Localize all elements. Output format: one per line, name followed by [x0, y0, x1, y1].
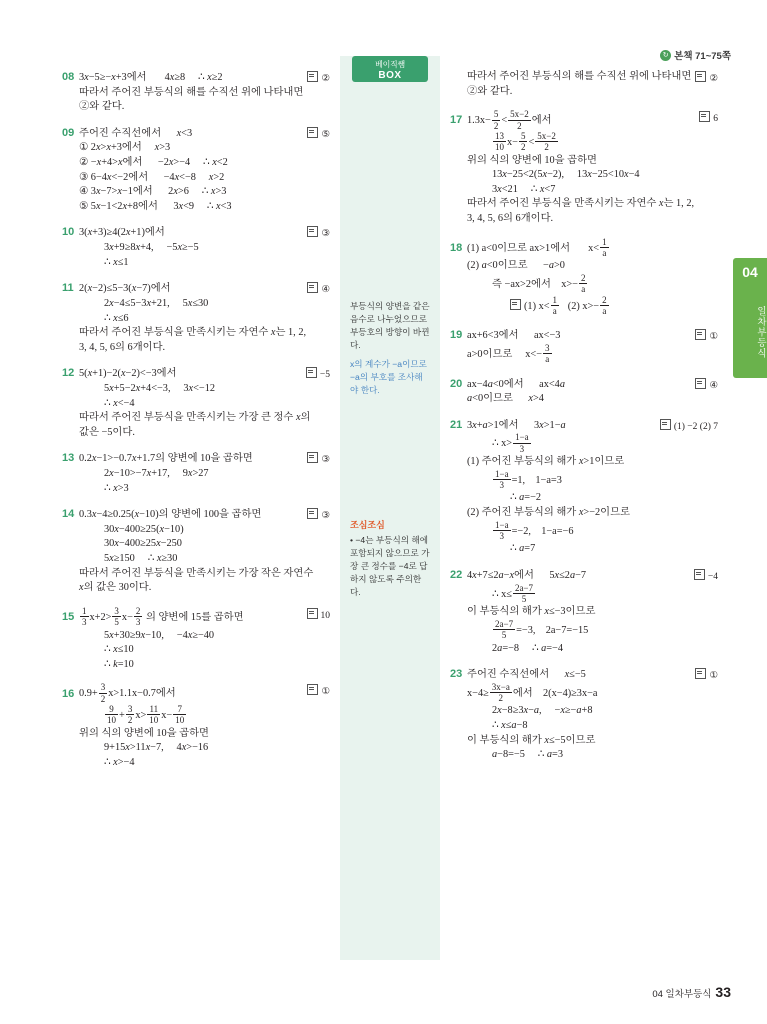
- refresh-icon: ↻: [660, 50, 671, 61]
- chapter-number: 04: [742, 264, 758, 280]
- problem-line: ∴ x≤1: [104, 256, 129, 268]
- basic-box-line2: BOX: [378, 70, 402, 81]
- caution-note: [350, 518, 430, 598]
- problem-number: 16: [62, 687, 75, 700]
- answer-label: ③: [307, 225, 330, 241]
- basic-box-line1: 베이직썜: [375, 60, 405, 69]
- problem-line: 5x+5−2x+4<−3, 3x<−12: [104, 382, 216, 394]
- problem-line: ③ 6−4x<−2에서 −4x<−8 x>2: [79, 171, 225, 183]
- problem-line: 따라서 주어진 부등식의 해를 수직선 위에 나타내면: [79, 86, 304, 98]
- answer-label: ⑤: [307, 126, 330, 142]
- problem-line: 즉 −ax>2에서 x>− $\frac{2}{a}$: [492, 272, 586, 295]
- problem-line: ∴ x≤6: [104, 312, 129, 324]
- problem-line: 20 ax−4a<0에서 ax<4a: [450, 377, 718, 393]
- right-column: [450, 70, 718, 774]
- problem-block: [450, 667, 718, 763]
- problem-line: $\frac{1-a}{3}$ =−2, 1−a=−6: [495, 519, 574, 541]
- problem-line: (1) x< $\frac{1}{a}$ (2) x>− $\frac{2}{a}$: [450, 296, 718, 318]
- problem-number: 08: [62, 71, 75, 83]
- answer-label: ③: [307, 507, 330, 523]
- problem-line: ∴ x≤a−8: [492, 720, 528, 732]
- problem-line: 2x−4≤5−3x+21, 5x≤30: [104, 297, 209, 309]
- problem-block: [62, 607, 330, 673]
- problem-line: ∴ x>−4: [104, 757, 135, 768]
- problem-line: 19 ax+6<3에서 ax<−3: [450, 328, 718, 344]
- problem-line: 값은 −5이다.: [79, 426, 135, 438]
- side-note-2: x의 계수가 −a이므로 −a의 부호를 조사해야 한다.: [350, 359, 427, 395]
- problem-line: 13x−25<2(5x−2), 13x−25<10x−4: [492, 169, 640, 181]
- problem-line: ∴ x> $\frac{1-a}{3}$: [492, 432, 529, 454]
- problem-line: $\frac{9}{10}$ + $\frac{3}{2}$ x> $\frac{11}{10}$ x− $\frac{7}{10}$: [107, 704, 185, 726]
- answer-label: ①: [695, 328, 718, 344]
- problem-number: 11: [62, 282, 74, 295]
- problem-line: 3x<21 ∴ x<7: [492, 183, 556, 195]
- problem-block: [450, 70, 718, 99]
- problem-line: ∴ x≤ $\frac{2a-7}{5}$: [492, 582, 534, 604]
- problem-line: 위의 식의 양변에 10을 곱하면: [79, 727, 210, 739]
- problem-number: 21: [450, 418, 463, 431]
- problem-line: 이 부등식의 해가 x≤−3이므로: [467, 606, 596, 618]
- problem-line: ∴ x≤10: [104, 644, 134, 656]
- problem-number: 15: [62, 611, 75, 624]
- side-note-band: [340, 56, 440, 960]
- problem-line: 2a=−8 ∴ a=−4: [492, 642, 563, 654]
- answer-label: (1) −2 (2) 7: [660, 418, 718, 434]
- problem-block: [62, 126, 330, 215]
- problem-line: $\frac{2a-7}{5}$ =−3, 2a−7=−15: [495, 618, 589, 641]
- problem-line: 22 4x+7≤2a−x에서 5x≤2a−7: [450, 568, 718, 584]
- footer-chapter: 04 일차부등식: [652, 989, 712, 1000]
- answer-label: ②: [307, 70, 330, 86]
- chapter-title-vertical: 일차부등식: [755, 305, 766, 359]
- problem-block: [62, 366, 330, 440]
- problem-block: [450, 377, 718, 407]
- problem-line: 23 주어진 수직선에서 x≤−5: [450, 667, 718, 683]
- problem-line: ② −x+4>x에서 −2x>−4 ∴ x<2: [79, 157, 228, 169]
- problem-line: (2) 주어진 부등식의 해가 x>−2이므로: [467, 507, 631, 519]
- footer-page-number: 33: [715, 984, 731, 1000]
- problem-line: 13 0.2x−1>−0.7x+1.7의 양변에 10을 곱하면: [62, 451, 330, 467]
- answer-label: −4: [694, 568, 718, 584]
- problem-line: 5x+30≥9x−10, −4x≥−40: [104, 629, 215, 641]
- caution-note-body: • −4는 부등식의 해에 포함되지 않으므로 가장 큰 정수를 −4로 답하지 않도록 주의한다.: [350, 535, 430, 597]
- problem-line: $\frac{13}{10}$ x− $\frac{5}{2}$ < $\frac{5x-2}{2}$: [495, 130, 556, 153]
- answer-label: −5: [306, 366, 330, 382]
- problem-line: 이 부등식의 해가 x≤−5이므로: [467, 734, 596, 746]
- problem-number: 17: [450, 114, 463, 127]
- problem-line: x의 값은 30이다.: [79, 582, 152, 594]
- page-footer: [652, 984, 731, 1000]
- problem-line: 2x−8≥3x−a, −x≥−a+8: [492, 705, 593, 717]
- problem-number: 23: [450, 668, 463, 681]
- problem-block: [450, 328, 718, 365]
- problem-line: 5x≥150 ∴ x≥30: [104, 553, 178, 565]
- problem-block: [450, 110, 718, 226]
- problem-block: [450, 238, 718, 318]
- problem-line: (1) 주어진 부등식의 해가 x>1이므로: [467, 456, 625, 468]
- problem-line: 3x+9≥8x+4, −5x≥−5: [104, 242, 199, 254]
- problem-line: 2x−10>−7x+17, 9x>27: [104, 468, 209, 480]
- problem-line: ∴ k=10: [104, 658, 134, 670]
- problem-line: 9+15x>11x−7, 4x>−16: [104, 742, 209, 754]
- answer-label: ②: [695, 70, 718, 86]
- problem-line: 11 2(x−2)≤5−3(x−7)에서: [62, 281, 330, 297]
- problem-line: a<0이므로 x>4: [467, 393, 544, 405]
- problem-line: 08 3x−5≥−x+3에서 4x≥8 ∴ x≥2: [62, 70, 330, 86]
- answer-label: ①: [307, 683, 330, 699]
- problem-number: 18: [450, 241, 463, 254]
- problem-line: x−4≥ $\frac{3x-a}{2}$ 에서 2(x−4)≥3x−a: [467, 681, 598, 704]
- problem-number: 12: [62, 367, 75, 380]
- answer-label: ④: [307, 281, 330, 297]
- chapter-side-tab: [733, 258, 767, 378]
- answer-label: ①: [695, 667, 718, 683]
- problem-line: ∴ x<−4: [104, 397, 135, 409]
- problem-line: 위의 식의 양변에 10을 곱하면: [467, 154, 598, 166]
- problem-line: 3, 4, 5, 6의 6개이다.: [79, 341, 166, 353]
- page-reference: [660, 48, 731, 62]
- left-column: [62, 70, 330, 782]
- problem-line: 21 3x+a>1에서 3x>1−a: [450, 418, 718, 434]
- problem-line: 따라서 주어진 부등식을 만족시키는 가장 큰 정수 x의: [79, 412, 311, 424]
- problem-line: 따라서 주어진 부등식의 해를 수직선 위에 나타내면: [467, 71, 692, 82]
- problem-line: ∴ a=−2: [510, 492, 542, 504]
- answer-label: 6: [699, 110, 718, 126]
- problem-number: 20: [450, 377, 463, 390]
- problem-line: 30x−400≥25(x−10): [104, 523, 184, 535]
- problem-line: ②와 같다.: [79, 101, 125, 113]
- basic-box-badge: [352, 56, 428, 82]
- problem-number: 19: [450, 329, 463, 342]
- problem-line: ⑤ 5x−1<2x+8에서 3x<9 ∴ x<3: [79, 200, 232, 212]
- problem-line: 16 0.9+ $\frac{3}{2}$ x>1.1x−0.7에서: [62, 682, 176, 704]
- problem-line: ∴ a=7: [510, 543, 536, 555]
- problem-line: 따라서 주어진 부등식을 만족시키는 자연수 x는 1, 2,: [467, 198, 695, 210]
- problem-block: [62, 451, 330, 496]
- problem-line: 따라서 주어진 부등식을 만족시키는 가장 작은 자연수: [79, 567, 314, 579]
- problem-block: [62, 683, 330, 770]
- problem-line: 14 0.3x−4≥0.25(x−10)의 양변에 100을 곱하면: [62, 507, 330, 523]
- problem-number: 13: [62, 452, 75, 465]
- problem-line: $\frac{1-a}{3}$ =1, 1−a=3: [495, 468, 562, 491]
- problem-block: [62, 281, 330, 355]
- problem-line: ④ 3x−7>x−1에서 2x>6 ∴ x>3: [79, 186, 227, 198]
- problem-line: ① 2x>x+3에서 x>3: [79, 142, 171, 154]
- problem-line: 따라서 주어진 부등식을 만족시키는 자연수 x는 1, 2,: [79, 327, 307, 339]
- answer-label: ③: [307, 451, 330, 467]
- problem-line: 30x−400≥25x−250: [104, 538, 182, 550]
- problem-line: 10 3(x+3)≥4(2x+1)에서: [62, 225, 330, 241]
- problem-line: 18 (1) a<0이므로 ax>1에서 x< $\frac{1}{a}$: [450, 236, 607, 258]
- problem-line: 09 주어진 수직선에서 x<3: [62, 126, 330, 142]
- problem-block: [450, 568, 718, 656]
- problem-line: a−8=−5 ∴ a=3: [492, 749, 563, 761]
- answer-label: 10: [307, 607, 331, 623]
- problem-block: [450, 418, 718, 557]
- problem-block: [62, 225, 330, 270]
- caution-note-title: 조심조심: [350, 520, 385, 530]
- problem-line: (2) a<0이므로 −a>0: [467, 260, 565, 272]
- problem-line: ∴ x>3: [104, 482, 129, 494]
- problem-number: 22: [450, 568, 463, 581]
- problem-number: 10: [62, 226, 75, 239]
- problem-block: [62, 70, 330, 115]
- problem-number: 09: [62, 126, 75, 139]
- problem-number: 14: [62, 508, 75, 521]
- problem-line: 17 1.3x− $\frac{5}{2}$ < $\frac{5x-2}{2}$ 에서: [450, 109, 552, 131]
- problem-block: [62, 507, 330, 596]
- page-reference-label: 본책 71~75쪽: [674, 51, 731, 62]
- problem-line: 12 5(x+1)−2(x−2)<−3에서: [62, 366, 330, 382]
- problem-line: 3, 4, 5, 6의 6개이다.: [467, 213, 554, 225]
- problem-line: a>0이므로 x<− $\frac{3}{a}$: [467, 342, 550, 365]
- answer-label: ④: [695, 377, 718, 393]
- problem-line: 15 $\frac{1}{3}$ x+2> $\frac{3}{5}$ x− $\frac{2}{3}$ 의 양변에 15를 곱하면: [62, 605, 244, 628]
- problem-line: ②와 같다.: [467, 85, 513, 97]
- side-note-1: 부등식의 양변을 같은 음수로 나누었으므로 부등호의 방향이 바뀐다.: [350, 301, 430, 350]
